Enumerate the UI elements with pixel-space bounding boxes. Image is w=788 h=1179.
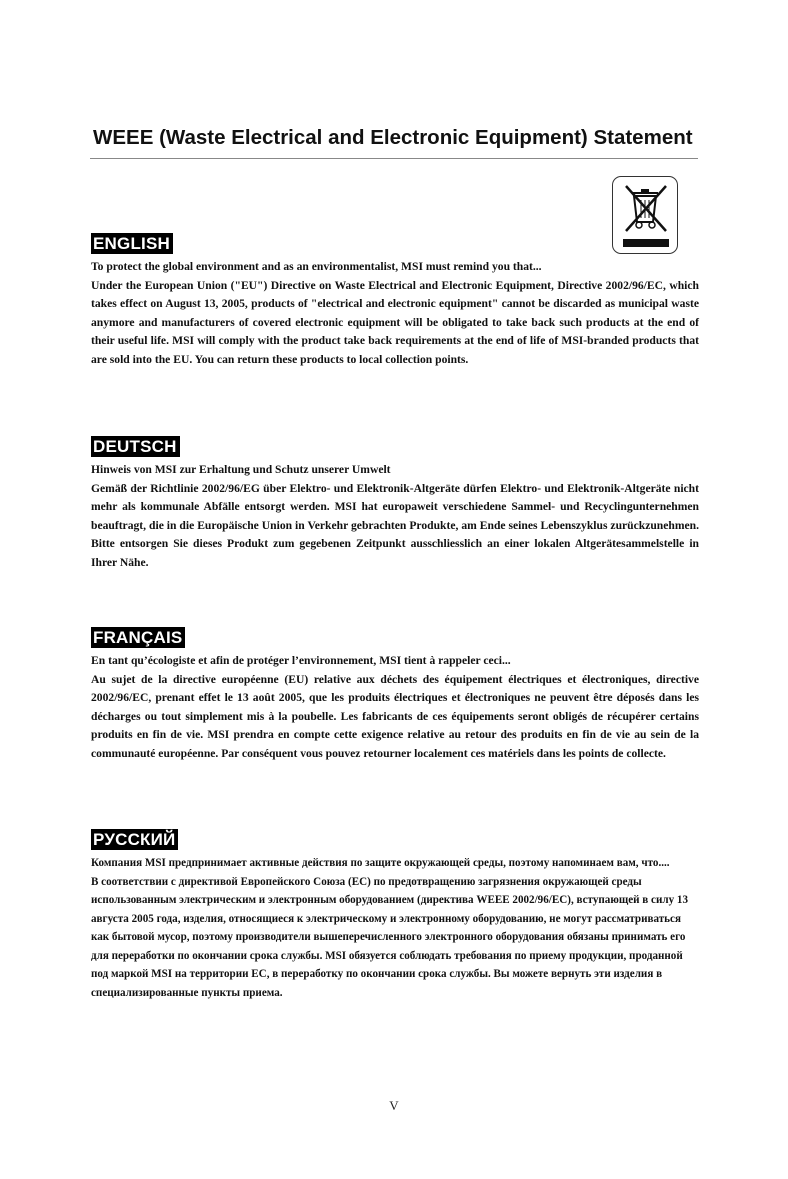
section-francais (91, 627, 699, 763)
section-heading-deutsch: DEUTSCH (91, 436, 180, 457)
section-body-francais: Au sujet de la directive européenne (EU) relative aux déchets des équipement électriques et électroniques, directive 2002/96/EC, prenant effet le 13 août 2005, que les produits électriques et électroniques ne peuvent être déposés dans les décharges ou tout simplement mis à la poubelle. Les fabricants de ces équipements seront obligés de récupérer certains produits en fin de vie. MSI prendra en compte cette exigence relative au retour des produits en fin de vie au sein de la communauté européenne. Par conséquent vous pouvez retourner localement ces matériels dans les points de collecte. (91, 672, 699, 760)
title-divider (90, 158, 698, 159)
section-heading-english: ENGLISH (91, 233, 173, 254)
section-russian (91, 829, 699, 1003)
page-number: V (389, 1098, 399, 1113)
section-lead-russian: Компания MSI предпринимает активные действия по защите окружающей среды, поэтому напоминаем вам, что.... (91, 857, 670, 869)
section-heading-francais: FRANÇAIS (91, 627, 185, 648)
section-lead-english: To protect the global environment and as an environmentalist, MSI must remind you that... (91, 260, 542, 273)
section-body-english: Under the European Union ("EU") Directive on Waste Electrical and Electronic Equipment, Directive 2002/96/EC, which takes effect on August 13, 2005, products of "electrical and electronic equipment" cannot be discarded as municipal waste anymore and manufacturers of covered electronic equipment will be obligated to take back such products at the end of their useful life. MSI will comply with the product take back requirements at the end of life of MSI-branded products that are sold into the EU. You can return these products to local collection points. (91, 278, 699, 366)
page-title: WEEE (Waste Electrical and Electronic Equipment) Statement (93, 126, 693, 149)
section-body-deutsch: Gemäß der Richtlinie 2002/96/EG über Elektro- und Elektronik-Altgeräte dürfen Elektro- und Elektronik-Altgeräte nicht mehr als kommunale Abfälle entsorgt werden. MSI hat europaweit verschiedene Sammel- und Recyclingunternehmen beauftragt, die in die Europäische Union in Verkehr gebrachten Produkte, am Ende seines Lebenszyklus zurückzunehmen. Bitte entsorgen Sie dieses Produkt zum gegebenen Zeitpunkt ausschliesslich an einer lokalen Altgerätesammelstelle in Ihrer Nähe. (91, 481, 699, 569)
section-body-russian: В соответствии с директивой Европейского Союза (ЕС) по предотвращению загрязнения окружающей среды использованным электрическим и электронным оборудованием (директива WEEE 2002/96/EC), вступающей в силу 13 августа 2005 года, изделия, относящиеся к электрическому и электронному оборудованию, не могут рассматриваться как бытовой мусор, поэтому производители вышеперечисленного электронного оборудования обязаны принимать его для переработки по окончании срока службы. MSI обязуется соблюдать требования по приему продукции, проданной под маркой MSI на территории ЕС, в переработку по окончании срока службы. Вы можете вернуть эти изделия в специализированные пункты приема. (91, 875, 688, 1000)
section-heading-russian: РУССКИЙ (91, 829, 178, 850)
section-lead-deutsch: Hinweis von MSI zur Erhaltung und Schutz unserer Umwelt (91, 463, 391, 476)
section-english (91, 233, 699, 369)
section-deutsch (91, 436, 699, 572)
section-lead-francais: En tant qu’écologiste et afin de protéger l’environnement, MSI tient à rappeler ceci... (91, 654, 511, 667)
